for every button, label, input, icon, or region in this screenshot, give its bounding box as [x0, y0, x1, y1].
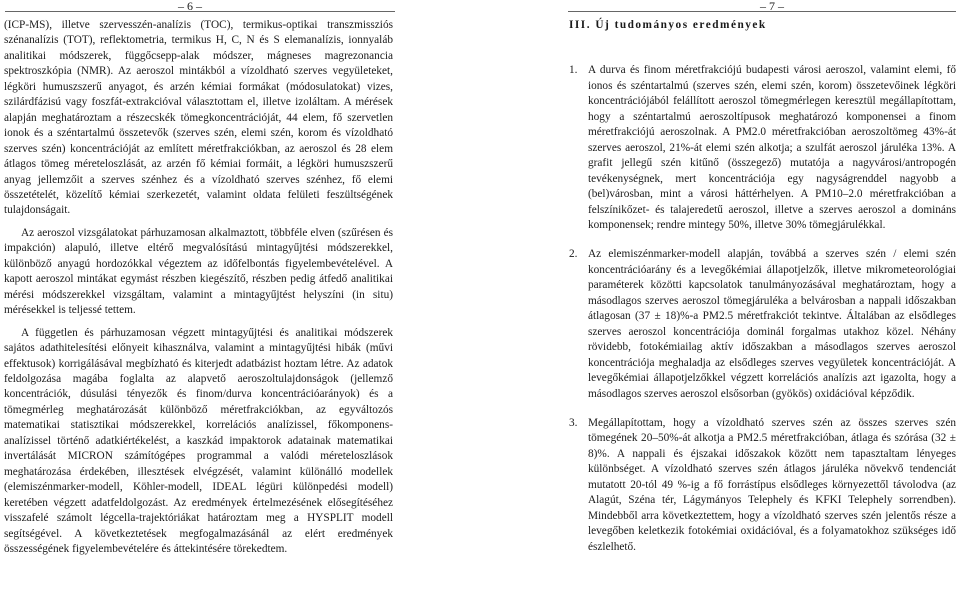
right-header-rule [568, 11, 956, 12]
result-item-2 [569, 247, 956, 402]
right-page-number: – 7 – [760, 0, 784, 13]
result-number: 2. [569, 248, 578, 261]
result-item-3 [569, 416, 956, 555]
left-column [4, 18, 393, 557]
results-list [569, 63, 956, 555]
result-text: Az elemiszénmarker-modell alapján, továbbá a szerves szén / elemi szén koncentrációarány és a levegőkémiai állapotjelzők, illetve mikrometeorológiai paraméterek közötti kapcsolatok tanulmányozásával meghatároztam, hogy a másodlagos szerves aeroszol tömegjáruléka a belvárosban a nappali időszakban átlagosan (37 ± 18)%-a PM2.5 méretfrakciót tekintve. Általában az elsődleges szerves aeroszol koncentrációja dominál forgalmas utakhoz közel. Néhány rövidebb, fotokémiailag aktív időszakban a másodlagos szerves aeroszol koncentrációja meghaladja az elsődleges szerves vegyületek koncentrációját. A levegőkémiai állapotjelzőkkel végzett korrelációs analízis azt igazolta, hogy a másodlagos szerves aeroszol elsősorban (gyökös) oxidációval képződik. [588, 248, 956, 400]
result-text: Megállapítottam, hogy a vízoldható szerves szén az összes szerves szén tömegének 20–50%-át alkotja a PM2.5 méretfrakcióban, átlaga és szórása (32 ± 8)%. A nappali és éjszakai időszakok között nem tapasztaltam lényeges különbséget. A vízoldható szerves szén átlagos járuléka növekvő tendenciát mutatott 20-tól 49 %-ig a fő forrástípus elsődleges környezettől távolodva (az Alagút, Széna tér, Lágymányos Telephely és KFKI Telephely sorrendben). Mindebből arra következtettem, hogy a vízoldható szerves szén jelentős része a levegőben keletkezik fotokémiai oxidációval, és a folyamatokhoz szükséges idő észlelhető. [588, 416, 956, 553]
left-paragraph-1: (ICP-MS), illetve szervesszén-analízis (TOC), termikus-optikai transzmissziós szénanalízis (TOT), reflektometria, termikus H, C, N és S elemanalízis, ionnyaláb analitikai módszerek, függőcsepp-alak módszer, mágneses magrezonancia spektroszkópia (NMR). Az aeroszol mintákból a vízoldható szerves vegyületeket, légköri humuszszerű anyagot, és arzén kémiai formákat (módosulatokat) vizes, szilárdfázisú vagy foszfát-extrakcióval választottam el, illetve izoláltam. A mérések alapján meghatároztam a részecskék tömegkoncentrációját, 44 elem, fő szervetlen ionok és a széntartalmú összetevők (szerves szén, elemi szén, korom és vízoldható szerves szén) koncentrációját az említett méretfrakciókban, az aeroszol és 28 elem átlagos tömeg méreteloszlását, az arzén fő kémiai formáit, a légköri humuszszerű anyag jellemzőit a szerves szénhez és a vízoldható szerves szénhez, fő elemi összetételét, közelítő kémiai szerkezetét, valamint oldata felületi feszültségének tulajdonságait. [4, 19, 393, 217]
left-paragraph-2: Az aeroszol vizsgálatokat párhuzamosan alkalmaztott, többféle elven (szűrésen és impakción) alapuló, illetve eltérő megvalósítású mintagyűjtési módszerekkel, különböző anyagú hordozókkal végeztem az időfelbontás figyelembevételével. A kapott aeroszol mintákat egymást részben kiegészítő, részben pedig átfedő analitikai mérési módszerekkel vizsgáltam, valamint a mintagyűjtést helyszíni (in situ) mérésekkel is teljessé tettem. [4, 226, 393, 317]
right-column [569, 18, 956, 555]
left-header-rule [5, 11, 395, 12]
result-text: A durva és finom méretfrakciójú budapesti városi aeroszol, valamint elemi, fő ionos és széntartalmú (szerves szén, elemi szén, korom) összetevőinek légköri koncentrációjából felállított aeroszol tömegmérlegen keresztül megállapítottam, hogy a széntartalmú aeroszoltípusok meghatározó komponensei a finom méretfrakciójú aeroszolnak. A PM2.0 méretfrakcióban aeroszoltömeg 43%-át szerves aeroszol, 21%-át elemi szén alkotja; a szulfát aeroszol járuléka 13%. A grafit jellegű szén kitűnő (összegező) mutatója a nagyvárosi/antropogén tevékenységnek, mert koncentrációja egy nagyságrenddel nagyobb a (bel)városban, mint a városi háttérhelyen. A PM10–2.0 méretfrakcióban a felszínikőzet- és talajeredetű aeroszol, illetve a szerves aeroszol a domináns komponensek; rendre mintegy 50%, illetve 30% tömegjárulékkal. [588, 64, 956, 231]
result-number: 1. [569, 64, 578, 77]
left-paragraph-3: A független és párhuzamosan végzett mintagyűjtési és analitikai módszerek sajátos adathitelesítési előnyeit kihasználva, valamint a mintagyűjtési hibák (művi effektusok) korrigálásával megbízható és kiterjedt adatbázist hoztam létre. Az adatok feldolgozása magába foglalta az alapvető aeroszoltulajdonságok (jellemző koncentrációk, dúsulási tényezők és finom/durva koncentrációarányok) és a tömegmérleg meghatározását különböző méretfrakciókban, az egyváltozós matematikai statisztikai módszerekkel, korrelációs analízissel, főkomponens-analízissel történő adatkiértékelést, a kaszkád impaktorok adatainak matematikai invertálását MICRON számítógépes programmal a valódi méreteloszlások meghatározása érdekében, illesztések elvégzését, valamint különálló modellek (elemiszénmarker-modell, Köhler-modell, IDEAL légüri különpedési modell) keretében végzett adatfeldolgozást. Az eredmények értelmezésének elősegítéséhez visszafelé számolt légcella-trajektóriákat határoztam meg a HYSPLIT modell segítségével. A következtetések megfogalmazásánál az elért eredmények összességének figyelembevételére és áttekintésére törekedtem. [4, 326, 393, 555]
section-heading: III. Új tudományos eredmények [569, 19, 767, 31]
result-number: 3. [569, 416, 578, 429]
left-page-number: – 6 – [178, 0, 202, 13]
result-item-1 [569, 63, 956, 233]
